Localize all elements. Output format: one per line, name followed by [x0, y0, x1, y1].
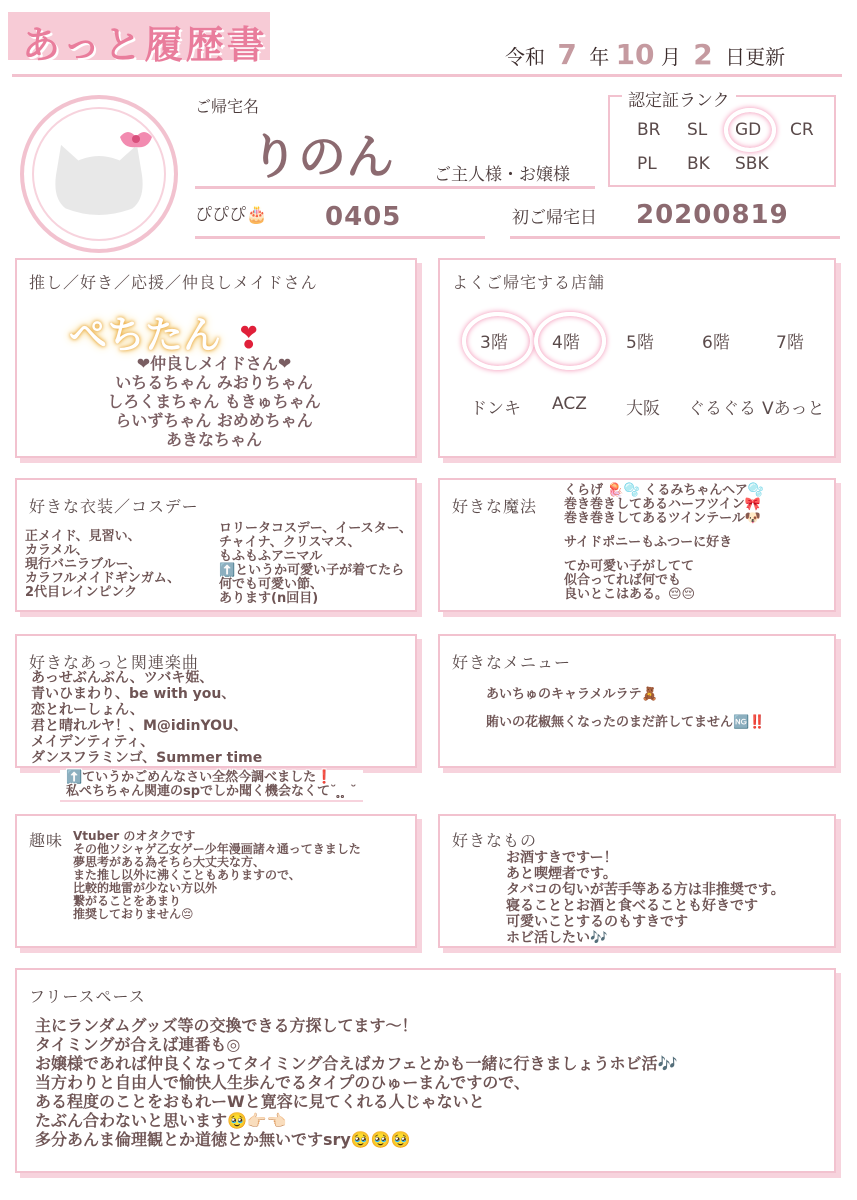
rank-br: BR — [637, 120, 661, 140]
song-line: ダンスフラミンゴ、Summer time — [31, 750, 263, 766]
hobby-line: 比較的地雷が少ない方以外 — [73, 881, 218, 895]
songs-title: 好きなあっと関連楽曲 — [29, 653, 199, 672]
date-era: 令和 — [505, 45, 545, 69]
menu-line: 賄いの花椒無くなったのまだ許してません🆖‼️ — [486, 715, 766, 730]
free-line: 多分あんま倫理観とか道徳とか無いですsry🥹🥹🥹 — [35, 1130, 411, 1149]
song-line: 君と晴れルヤ！、M@idinYOU、 — [31, 718, 248, 734]
hobby-line: 繋がることをあまり — [73, 894, 182, 908]
oshi-list — [29, 354, 399, 449]
rank-bk: BK — [687, 154, 710, 174]
hobby-line: 推奨しておりません😔 — [73, 907, 194, 921]
hobby-line: Vtuber のオタクです — [73, 829, 196, 843]
oshi-line: らいずちゃん おめめちゃん — [115, 411, 313, 430]
magic-title: 好きな魔法 — [452, 497, 538, 516]
store-guruguru: ぐるぐる — [688, 399, 756, 419]
heart-exclamation-icon: ❣ — [236, 321, 262, 356]
free-line: たぶん合わないと思います🥹👉🏻👈🏻 — [35, 1111, 287, 1130]
costume-right-list — [219, 522, 412, 606]
shops-title: よくご帰宅する店舗 — [452, 273, 606, 292]
floor-6: 6階 — [702, 333, 730, 353]
name-underline — [195, 186, 595, 189]
costume-line: ⬆️というか可愛い子が着てたら — [219, 563, 405, 578]
date-year-unit: 年 — [589, 45, 610, 69]
costume-line: 何でも可愛い節、 — [219, 577, 324, 592]
costume-line: あります(n回目) — [219, 591, 319, 606]
rank-pl: PL — [637, 154, 657, 174]
likes-line: あと喫煙者です。 — [506, 866, 617, 882]
song-line: 恋とれーしょん、 — [31, 702, 144, 718]
first-visit-label: 初ご帰宅日 — [512, 208, 597, 228]
likes-section — [438, 814, 836, 948]
oshi-line: ❤仲良しメイドさん❤ — [136, 354, 292, 373]
magic-line: 良いとこはある。😔😔 — [564, 587, 696, 602]
rank-sl: SL — [687, 120, 708, 140]
hobby-section — [15, 814, 417, 948]
date-day-unit: 日更新 — [725, 45, 786, 69]
likes-title: 好きなもの — [452, 831, 538, 850]
floor-5: 5階 — [626, 333, 654, 353]
avatar — [20, 95, 178, 253]
magic-line: くらげ 🪼🫧 くるみちゃんヘア🫧 — [564, 483, 764, 498]
costume-line: カラメル、 — [25, 543, 89, 558]
costume-line: 現行バニラブルー、 — [25, 557, 141, 572]
store-acz: ACZ — [552, 394, 587, 414]
hobby-line: その他ソシャゲ乙女ゲー少年漫画諸々通ってきました — [73, 842, 361, 856]
songs-note-line: ⬆️ていうかごめんなさい全然今調べました❗ — [66, 770, 333, 785]
rank-sbk: SBK — [735, 154, 769, 174]
free-list — [35, 1016, 677, 1149]
likes-line: タバコの匂いが苦手等ある方は非推奨です。 — [506, 882, 785, 898]
first-visit-underline — [510, 236, 840, 239]
date-year: 7 — [557, 38, 577, 71]
oshi-main-name: ぺちたん — [69, 313, 222, 357]
date-month: 10 — [615, 38, 655, 71]
likes-line: 寝ることとお酒と食べることも好きです — [506, 898, 758, 914]
song-line: あっせぶんぶん、ツバキ姫、 — [31, 670, 214, 686]
likes-line: 可愛いことするのもすきです — [506, 914, 688, 930]
first-visit-date: 20200819 — [636, 200, 789, 230]
menu-line: あいちゅのキャラメルラテ🧸 — [486, 687, 658, 702]
free-line: 主にランダムグッズ等の交換できる方探してます〜！ — [35, 1016, 418, 1035]
free-line: タイミングが合えば連番も◎ — [35, 1035, 241, 1054]
hobby-line: 夢思考がある為そちら大丈夫な方、 — [73, 855, 266, 869]
oshi-main — [69, 304, 261, 359]
floor-4: 4階 — [552, 333, 580, 353]
menu-section — [438, 634, 836, 768]
magic-line: てか可愛い子がしてて — [564, 559, 695, 574]
oshi-section — [15, 258, 417, 458]
free-line: ある程度のことをおもれーWと寛容に見てくれる人じゃないと — [35, 1092, 485, 1111]
menu-title: 好きなメニュー — [452, 653, 572, 672]
magic-line: サイドポニーもふつーに好き — [564, 535, 733, 550]
costume-left-list — [25, 530, 180, 600]
songs-section — [15, 634, 417, 768]
costume-line: もふもふアニマル — [219, 549, 323, 564]
birthday: 0405 — [325, 202, 402, 232]
name-label: ご帰宅名 — [195, 97, 260, 116]
likes-list — [506, 850, 785, 946]
store-donki: ドンキ — [470, 399, 521, 419]
hobby-list — [73, 830, 361, 921]
magic-line: 巻き巻きしてあるハーフツイン🎀 — [564, 497, 761, 512]
costume-line: チャイナ、クリスマス、 — [219, 535, 361, 550]
birthday-label: ぴぴぴ🎂 — [195, 205, 268, 225]
likes-line: ホビ活したい🎶 — [506, 930, 608, 946]
floor-3: 3階 — [480, 333, 508, 353]
shops-section — [438, 258, 836, 458]
header-divider — [12, 74, 842, 77]
costume-section — [15, 478, 417, 612]
page-title: あっと履歴書 — [22, 23, 268, 67]
rank-title: 認定証ランク — [622, 86, 736, 111]
honorific: ご主人様・お嬢様 — [434, 165, 570, 185]
update-date — [505, 38, 785, 71]
free-title: フリースペース — [29, 987, 146, 1006]
costume-title: 好きな衣装／コスデー — [29, 497, 199, 516]
costume-line: 2代目レインピンク — [25, 585, 138, 600]
hobby-line: また推し以外に沸くこともありますので、 — [73, 868, 301, 882]
oshi-title: 推し／好き／応援／仲良しメイドさん — [29, 273, 318, 292]
costume-line: カラフルメイドギンガム、 — [25, 571, 181, 586]
free-line: 当方わりと自由人で愉快人生歩んでるタイプのひゅーまんですので、 — [35, 1073, 530, 1092]
display-name: りのん — [250, 129, 395, 185]
songs-list — [31, 670, 262, 766]
rank-gd: GD — [735, 120, 762, 140]
date-month-unit: 月 — [660, 45, 681, 69]
songs-note-line: 私ぺちちゃん関連のspでしか聞く機会なくて˘ ̥̥̥ ̥̥̥ ˘ — [66, 784, 357, 799]
birthday-underline — [195, 236, 485, 239]
free-line: お嬢様であれば仲良くなってタイミング合えばカフェとかも一緒に行きましょうホビ活🎶 — [35, 1054, 678, 1073]
magic-line: 似合ってれば何でも — [564, 573, 682, 588]
magic-list — [564, 484, 764, 602]
magic-line: 巻き巻きしてあるツインテール🐶 — [564, 511, 762, 526]
free-section — [15, 968, 836, 1173]
song-line: 青いひまわり、be with you、 — [31, 686, 236, 702]
likes-line: お酒すきですー！ — [506, 850, 618, 866]
song-line: メイデンティティ、 — [31, 734, 155, 750]
costume-line: 正メイド、見習い、 — [25, 529, 141, 544]
store-osaka: 大阪 — [626, 399, 660, 419]
rank-cr: CR — [790, 120, 814, 140]
oshi-line: あきなちゃん — [165, 430, 262, 449]
costume-line: ロリータコスデー、イースター、 — [219, 521, 413, 536]
cat-face-icon — [24, 99, 174, 249]
menu-list — [486, 688, 765, 730]
date-day: 2 — [693, 38, 713, 71]
songs-note — [60, 770, 363, 802]
store-v-at: Vあっと — [762, 399, 825, 419]
oshi-line: いちるちゃん みおりちゃん — [115, 373, 313, 392]
magic-section — [438, 478, 836, 612]
hobby-title: 趣味 — [29, 831, 64, 850]
floor-7: 7階 — [776, 333, 804, 353]
oshi-line: しろくまちゃん もきゅちゃん — [107, 392, 321, 411]
